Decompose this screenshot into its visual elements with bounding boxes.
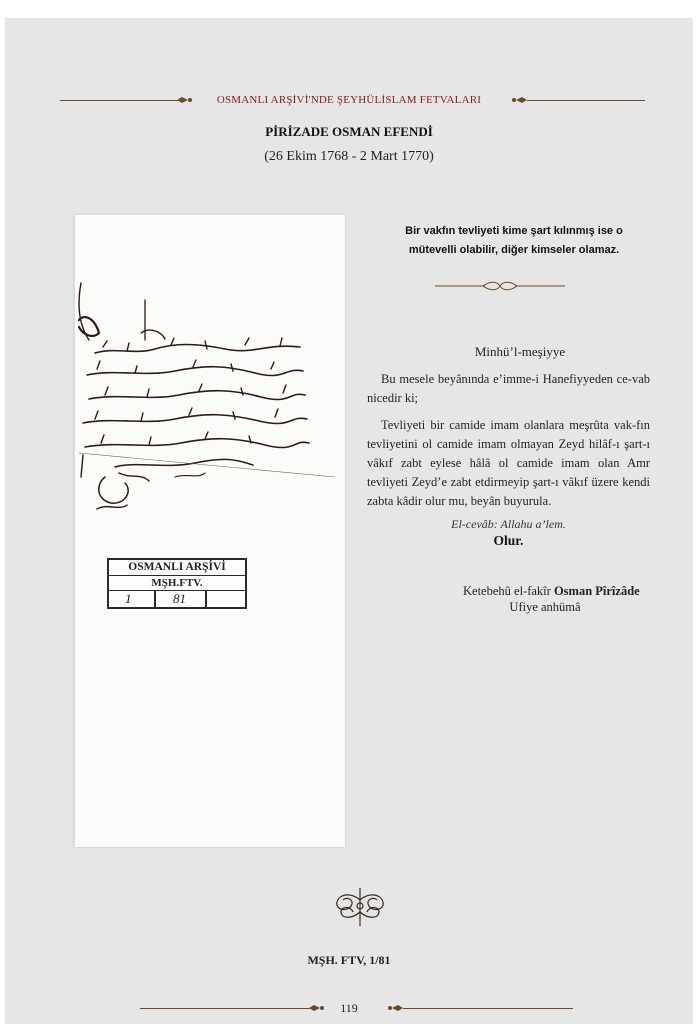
header-rule-right [527,100,645,101]
document-page [5,18,693,1024]
fatwa-heading: Minhü’l-meşiyye [474,344,566,359]
answer-text: Olur. [493,533,524,548]
signature-line [463,584,683,599]
signature-name: Osman Pîrîzâde [553,584,640,598]
stamp-divider [154,591,156,607]
divider-ornament [435,280,565,292]
footer-ornament [333,886,387,928]
answer-label: El-cevâb: Allahu a’lem. [451,517,566,531]
signature-suffix: Ufiye anhümâ [509,600,581,614]
stamp-collection-code: MŞH.FTV. [109,576,245,591]
header-ornament-right [511,96,527,104]
running-head: OSMANLI ARŞİVİ'NDE ŞEYHÜLİSLAM FETVALARI [216,94,482,106]
stamp-number-1: 1 [125,591,132,606]
summary-line-1: Bir vakfın tevliyeti kime şart kılınmış ise o [405,225,623,237]
archive-stamp [107,558,247,609]
stamp-archive-name: OSMANLI ARŞİVİ [109,560,245,576]
ottoman-script-handwriting [75,215,345,515]
signature-prefix: Ketebehû el-fakîr [463,584,551,598]
footer-ornament-right [387,1004,403,1012]
stamp-divider [205,591,207,607]
summary-line-2: mütevelli olabilir, diğer kimseler olamaz. [408,244,620,256]
author-name: PİRİZADE OSMAN EFENDİ [265,124,433,139]
footer-rule-right [403,1008,573,1009]
fatwa-paragraph-1: Bu mesele beyânında e’imme-i Hanefiyyeden ce-vab nicedir ki; [367,372,650,405]
fatwa-summary [375,222,653,260]
fatwa-paragraph-2: Tevliyeti bir camide imam olanlara meşrûta vak-fın tevliyetini ol camide imam olmayan Zeyd hilâf-ı şart-ı vâkıf zabt eylese hâlâ ol camide imam olan Amr tevliyeti Zeyd’e zabt etdirmeyip şart-ı vâkıf üzere kendi zabta kâdir olur mu, beyân buyurula. [367,418,650,508]
archive-reference: MŞH. FTV, 1/81 [307,953,391,967]
manuscript-image [74,214,345,847]
author-dates: (26 Ekim 1768 - 2 Mart 1770) [264,149,434,164]
page-number: 119 [340,1001,358,1015]
stamp-number-2: 81 [173,591,186,606]
